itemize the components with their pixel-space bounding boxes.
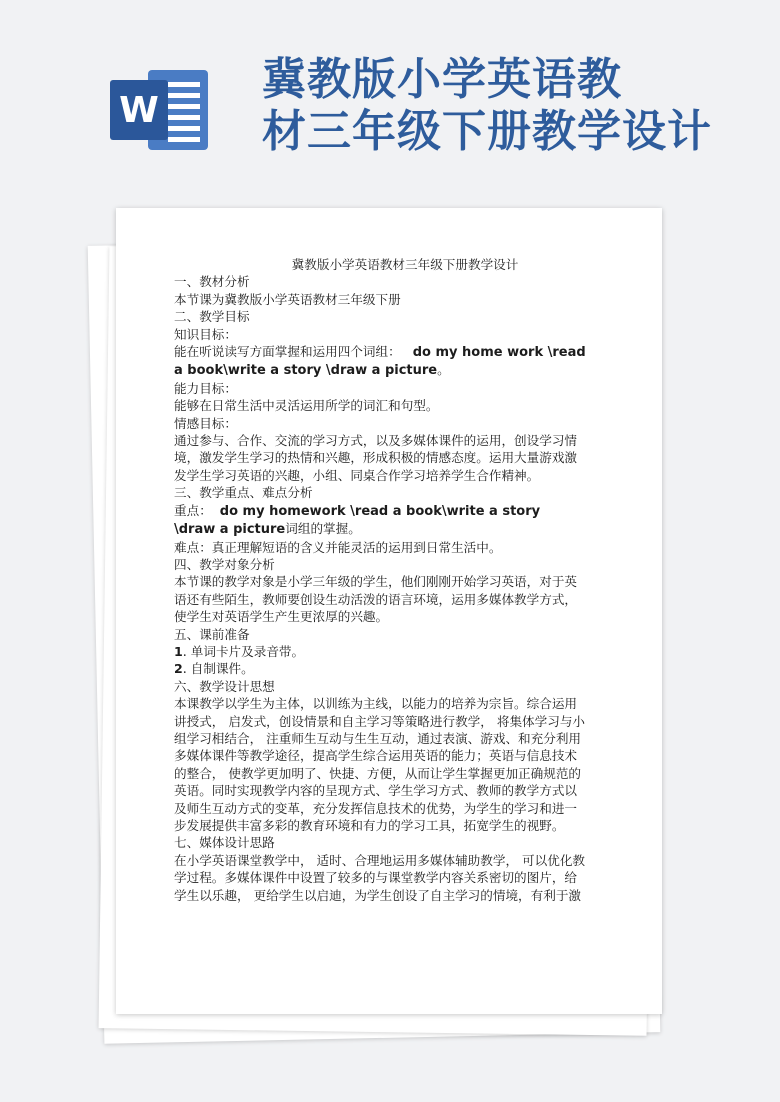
list-number: 2 bbox=[174, 661, 183, 677]
paragraph-line: 及师生互动方式的变革，充分发挥信息技术的优势，为学生的学习和进一 bbox=[174, 800, 577, 816]
paragraph-line: 组学习相结合， 注重师生互动与生生互动，通过表演、游戏、和充分利用 bbox=[174, 730, 582, 746]
paragraph-line: 通过参与、合作、交流的学习方式，以及多媒体课件的运用，创设学习情 bbox=[174, 433, 577, 449]
banner-title-line2: 材三年级下册教学设计 bbox=[262, 106, 712, 157]
knowledge-end: 。 bbox=[437, 362, 450, 378]
banner bbox=[0, 0, 780, 200]
key-english-1: do my homework \read a book\write a story bbox=[219, 503, 541, 519]
list-item bbox=[174, 660, 636, 677]
paragraph-line: 在小学英语课堂教学中， 适时、合理地运用多媒体辅助教学， 可以优化教 bbox=[174, 852, 586, 868]
paragraph-line: 发学生学习英语的兴趣，小组、同桌合作学习培养学生合作精神。 bbox=[174, 467, 540, 483]
paragraph-line: 的整合， 使教学更加明了、快捷、方便，从而让学生掌握更加正确规范的 bbox=[174, 765, 582, 781]
knowledge-line bbox=[174, 343, 636, 361]
sub-label: 知识目标： bbox=[174, 326, 237, 342]
paragraph-line: 多媒体课件等教学途径，提高学生综合运用英语的能力；英语与信息技术 bbox=[174, 748, 577, 764]
knowledge-english-1: do my home work \read bbox=[412, 345, 586, 361]
section-title: 五、课前准备 bbox=[174, 626, 250, 642]
paragraph-line: 境，激发学生学习的热情和兴趣，形成积极的情感态度。运用大量游戏激 bbox=[174, 450, 577, 466]
word-icon-letter: W bbox=[119, 90, 159, 131]
paragraph-line: 英语。同时实现教学内容的呈现方式、学生学习方式、教师的教学方式以 bbox=[174, 783, 577, 799]
paragraph-line: 本课教学以学生为主体，以训练为主线，以能力的培养为宗旨。综合运用 bbox=[174, 696, 577, 712]
list-number: 1 bbox=[174, 643, 183, 659]
paragraph-line: 学生以乐趣， 更给学生以启迪，为学生创设了自主学习的情境，有利于激 bbox=[174, 887, 582, 903]
paragraph-line: 步发展提供丰富多彩的教育环境和有力的学习工具，拓宽学生的视野。 bbox=[174, 818, 565, 833]
paragraph-line: 本节课的教学对象是小学三年级的学生，他们刚刚开始学习英语，对于英 bbox=[174, 574, 577, 590]
sub-label: 情感目标： bbox=[174, 415, 237, 431]
key-line bbox=[174, 520, 636, 538]
key-end: 词组的掌握。 bbox=[285, 521, 361, 537]
document-page bbox=[116, 208, 662, 1014]
list-text: . 自制课件。 bbox=[182, 661, 254, 677]
section-title: 六、教学设计思想 bbox=[174, 678, 275, 694]
paragraph-line: 讲授式， 启发式，创设情景和自主学习等策略进行教学， 将集体学习与小 bbox=[174, 713, 586, 729]
sub-label: 能力目标： bbox=[174, 380, 237, 396]
list-text: . 单词卡片及录音带。 bbox=[182, 643, 305, 659]
document-body bbox=[174, 256, 636, 904]
paragraph: 难点：真正理解短语的含义并能灵活的运用到日常生活中。 bbox=[174, 539, 502, 555]
paragraph-line: 语还有些陌生，教师要创设生动活泼的语言环境，运用多媒体教学方式， bbox=[174, 591, 577, 607]
banner-title-line1: 冀教版小学英语教 bbox=[262, 54, 622, 105]
section-title: 二、教学目标 bbox=[174, 309, 250, 325]
section-title: 四、教学对象分析 bbox=[174, 556, 275, 572]
section-title: 三、教学重点、难点分析 bbox=[174, 485, 313, 501]
knowledge-text: 能在听说读写方面掌握和运用四个词组： bbox=[174, 344, 401, 360]
knowledge-line bbox=[174, 361, 636, 379]
list-item bbox=[174, 643, 636, 660]
key-line bbox=[174, 502, 636, 520]
paragraph: 能够在日常生活中灵活运用所学的词汇和句型。 bbox=[174, 398, 439, 414]
section-title: 一、教材分析 bbox=[174, 274, 250, 290]
paragraph: 本节课为冀教版小学英语教材三年级下册 bbox=[174, 291, 401, 307]
key-label: 重点： bbox=[174, 502, 212, 518]
word-icon bbox=[108, 62, 212, 158]
knowledge-english-2: a book\write a story \draw a picture bbox=[174, 363, 438, 379]
section-title: 七、媒体设计思路 bbox=[174, 835, 275, 851]
banner-title bbox=[262, 54, 774, 158]
key-english-2: \draw a picture bbox=[174, 522, 286, 538]
paragraph-line: 学过程。多媒体课件中设置了较多的与课堂教学内容关系密切的图片，给 bbox=[174, 870, 577, 886]
paragraph-line: 使学生对英语学生产生更浓厚的兴趣。 bbox=[174, 609, 389, 625]
document-heading: 冀教版小学英语教材三年级下册教学设计 bbox=[291, 257, 519, 272]
